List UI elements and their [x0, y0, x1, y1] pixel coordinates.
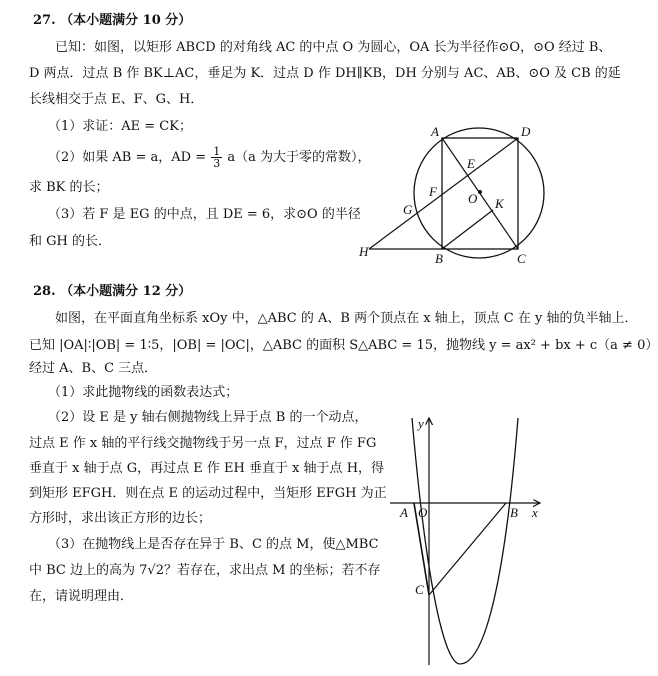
- label-b: B: [435, 251, 443, 266]
- q28-part-3-line-3: 在，请说明理由．: [29, 589, 134, 604]
- q27-part-3-b: 和 GH 的长．: [29, 234, 111, 249]
- q27-part-1: （1）求证：AE = CK；: [48, 119, 192, 134]
- q28-part-2-line-1: （2）设 E 是 y 轴右侧抛物线上异于点 B 的一个动点，: [48, 410, 368, 425]
- q28-part-3-line-2: 中 BC 边上的高为 7√2？若存在，求出点 M 的坐标；若不存: [29, 563, 381, 578]
- label-a: A: [431, 124, 439, 139]
- label-f: F: [429, 184, 437, 199]
- q27-title: [33, 13, 191, 29]
- q28-header: （本小题满分 12 分）: [60, 284, 192, 299]
- q27-stem-line-2: D 两点．过点 B 作 BK⊥AC，垂足为 K．过点 D 作 DH∥KB，DH 分别与 AC、AB、⊙O 及 CB 的延: [29, 66, 621, 81]
- q27-part-2-a: （2）如果 AB = a，AD =: [48, 150, 207, 165]
- q27-stem-line-1: 已知：如图，以矩形 ABCD 的对角线 AC 的中点 O 为圆心，OA 长为半径作⊙O，⊙O 经过 B、: [55, 40, 612, 55]
- q27-part-2-b: a（a 为大于零的常数），: [227, 150, 371, 165]
- q27-geometry-figure: [355, 120, 560, 265]
- segment-bc: [429, 503, 506, 595]
- fraction-denominator: 3: [213, 157, 221, 170]
- parabola: [412, 418, 518, 664]
- segment-dh: [369, 138, 518, 249]
- label-c: C: [517, 251, 526, 266]
- label-b: B: [510, 505, 518, 520]
- q27-header: （本小题满分 10 分）: [60, 13, 192, 28]
- q27-stem-line-3: 长线相交于点 E、F、G、H．: [29, 92, 204, 107]
- segment-bk: [442, 210, 493, 249]
- q28-part-2-line-3: 垂直于 x 轴于点 G，再过点 E 作 EH 垂直于 x 轴于点 H，得: [29, 461, 385, 476]
- q28-title: [33, 284, 191, 300]
- q28-stem-line-3: 经过 A、B、C 三点．: [29, 361, 158, 376]
- center-point-o: [478, 190, 482, 194]
- label-c: C: [415, 582, 424, 597]
- q27-part-3-a: （3）若 F 是 EG 的中点，且 DE = 6，求⊙O 的半径: [48, 207, 361, 222]
- label-g: G: [403, 202, 413, 217]
- label-e: E: [467, 156, 475, 171]
- label-d: D: [521, 124, 531, 139]
- q28-stem-line-1: 如图，在平面直角坐标系 xOy 中，△ABC 的 A、B 两个顶点在 x 轴上，顶点 C 在 y 轴的负半轴上．: [55, 311, 638, 326]
- q28-number: 28.: [33, 284, 56, 299]
- q28-stem-line-2: 已知 |OA|∶|OB| = 1∶5，|OB| = |OC|，△ABC 的面积 S△ABC = 15，抛物线 y = ax² + bx + c（a ≠ 0）: [29, 338, 658, 353]
- q28-part-2-line-5: 方形时，求出该正方形的边长；: [29, 511, 212, 526]
- label-o: O: [468, 191, 478, 206]
- q28-part-2-line-2: 过点 E 作 x 轴的平行线交抛物线于另一点 F，过点 F 作 FG: [29, 436, 377, 451]
- label-y: y: [418, 416, 424, 431]
- label-a: A: [400, 505, 408, 520]
- q28-coordinate-figure: [370, 410, 560, 675]
- q28-part-3-line-1: （3）在抛物线上是否存在异于 B、C 的点 M，使△MBC: [48, 537, 379, 552]
- q27-part-2-c: 求 BK 的长；: [29, 180, 109, 195]
- fraction-numerator: 1: [213, 145, 221, 158]
- q28-part-1: （1）求此抛物线的函数表达式；: [48, 385, 239, 400]
- label-h: H: [359, 244, 369, 259]
- q27-part-2: [48, 146, 371, 169]
- label-k: K: [495, 196, 504, 211]
- label-o: O: [418, 505, 428, 520]
- label-x: x: [532, 505, 538, 520]
- fraction-one-third: [211, 146, 222, 169]
- q27-number: 27.: [33, 13, 56, 28]
- q28-part-2-line-4: 到矩形 EFGH．则在点 E 的运动过程中，当矩形 EFGH 为正: [29, 486, 387, 501]
